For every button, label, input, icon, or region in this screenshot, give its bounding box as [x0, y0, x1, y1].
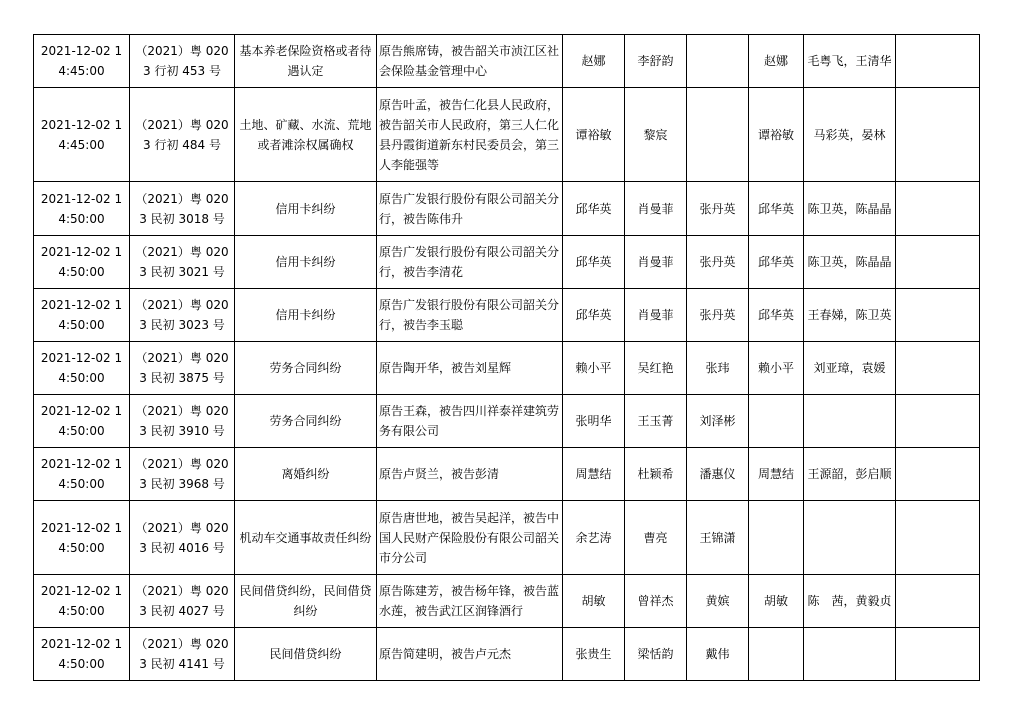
case-cause-cell: 机动车交通事故责任纠纷 [235, 501, 377, 575]
case-cause-cell: 信用卡纠纷 [235, 182, 377, 236]
table-row [34, 236, 980, 289]
presiding-judge-cell: 邱华英 [749, 182, 804, 236]
clerk-cell: 肖曼菲 [625, 182, 687, 236]
juror-cell [687, 35, 749, 88]
note-cell [896, 182, 980, 236]
juror-cell: 王锦潇 [687, 501, 749, 575]
hearing-time-cell: 2021-12-02 14:50:00 [34, 628, 130, 681]
presiding-judge-cell: 赖小平 [749, 342, 804, 395]
parties-cell: 原告陶开华，被告刘星辉 [377, 342, 563, 395]
case-number-cell: （2021）粤 0203 民初 3018 号 [130, 182, 235, 236]
presiding-judge-cell [749, 501, 804, 575]
clerk-cell: 杜颖希 [625, 448, 687, 501]
table-row [34, 88, 980, 182]
judge-cell: 余艺涛 [563, 501, 625, 575]
table-row [34, 182, 980, 236]
panel-members-cell: 陈卫英，陈晶晶 [804, 182, 896, 236]
juror-cell: 戴伟 [687, 628, 749, 681]
juror-cell: 黄嫔 [687, 575, 749, 628]
judge-cell: 邱华英 [563, 236, 625, 289]
note-cell [896, 448, 980, 501]
presiding-judge-cell: 胡敏 [749, 575, 804, 628]
case-cause-cell: 信用卡纠纷 [235, 289, 377, 342]
table-row [34, 289, 980, 342]
clerk-cell: 肖曼菲 [625, 289, 687, 342]
note-cell [896, 88, 980, 182]
judge-cell: 邱华英 [563, 182, 625, 236]
parties-cell: 原告简建明，被告卢元杰 [377, 628, 563, 681]
judge-cell: 谭裕敏 [563, 88, 625, 182]
parties-cell: 原告唐世地，被告吴起洋，被告中国人民财产保险股份有限公司韶关市分公司 [377, 501, 563, 575]
clerk-cell: 曹亮 [625, 501, 687, 575]
case-number-cell: （2021）粤 0203 民初 4016 号 [130, 501, 235, 575]
note-cell [896, 628, 980, 681]
case-number-cell: （2021）粤 0203 行初 453 号 [130, 35, 235, 88]
parties-cell: 原告广发银行股份有限公司韶关分行，被告陈伟升 [377, 182, 563, 236]
presiding-judge-cell [749, 628, 804, 681]
case-cause-cell: 民间借贷纠纷，民间借贷纠纷 [235, 575, 377, 628]
table-row [34, 448, 980, 501]
presiding-judge-cell [749, 395, 804, 448]
parties-cell: 原告熊席铸，被告韶关市浈江区社会保险基金管理中心 [377, 35, 563, 88]
clerk-cell: 曾祥杰 [625, 575, 687, 628]
clerk-cell: 梁恬韵 [625, 628, 687, 681]
case-number-cell: （2021）粤 0203 民初 3875 号 [130, 342, 235, 395]
hearing-time-cell: 2021-12-02 14:50:00 [34, 182, 130, 236]
presiding-judge-cell: 赵娜 [749, 35, 804, 88]
note-cell [896, 501, 980, 575]
note-cell [896, 575, 980, 628]
case-cause-cell: 离婚纠纷 [235, 448, 377, 501]
panel-members-cell: 陈 茜，黄毅贞 [804, 575, 896, 628]
hearing-time-cell: 2021-12-02 14:50:00 [34, 236, 130, 289]
judge-cell: 赖小平 [563, 342, 625, 395]
case-cause-cell: 劳务合同纠纷 [235, 395, 377, 448]
table-row [34, 395, 980, 448]
parties-cell: 原告卢贤兰，被告彭清 [377, 448, 563, 501]
case-cause-cell: 基本养老保险资格或者待遇认定 [235, 35, 377, 88]
juror-cell: 刘泽彬 [687, 395, 749, 448]
case-number-cell: （2021）粤 0203 民初 3968 号 [130, 448, 235, 501]
presiding-judge-cell: 邱华英 [749, 236, 804, 289]
judge-cell: 赵娜 [563, 35, 625, 88]
judge-cell: 张贵生 [563, 628, 625, 681]
table-row [34, 501, 980, 575]
panel-members-cell: 王春娣，陈卫英 [804, 289, 896, 342]
hearing-time-cell: 2021-12-02 14:50:00 [34, 448, 130, 501]
note-cell [896, 342, 980, 395]
panel-members-cell [804, 395, 896, 448]
juror-cell: 张丹英 [687, 182, 749, 236]
juror-cell: 潘惠仪 [687, 448, 749, 501]
clerk-cell: 李舒韵 [625, 35, 687, 88]
parties-cell: 原告王森，被告四川祥泰祥建筑劳务有限公司 [377, 395, 563, 448]
judge-cell: 邱华英 [563, 289, 625, 342]
parties-cell: 原告广发银行股份有限公司韶关分行，被告李玉聪 [377, 289, 563, 342]
table-row [34, 575, 980, 628]
presiding-judge-cell: 谭裕敏 [749, 88, 804, 182]
hearing-time-cell: 2021-12-02 14:45:00 [34, 35, 130, 88]
hearing-time-cell: 2021-12-02 14:50:00 [34, 575, 130, 628]
juror-cell: 张丹英 [687, 289, 749, 342]
hearing-time-cell: 2021-12-02 14:50:00 [34, 289, 130, 342]
clerk-cell: 肖曼菲 [625, 236, 687, 289]
juror-cell: 张丹英 [687, 236, 749, 289]
parties-cell: 原告广发银行股份有限公司韶关分行，被告李清花 [377, 236, 563, 289]
juror-cell [687, 88, 749, 182]
judge-cell: 张明华 [563, 395, 625, 448]
note-cell [896, 35, 980, 88]
court-schedule-table [33, 34, 980, 681]
note-cell [896, 395, 980, 448]
panel-members-cell [804, 628, 896, 681]
panel-members-cell: 刘亚璋，袁媛 [804, 342, 896, 395]
clerk-cell: 王玉菁 [625, 395, 687, 448]
case-number-cell: （2021）粤 0203 民初 3021 号 [130, 236, 235, 289]
panel-members-cell: 马彩英，晏林 [804, 88, 896, 182]
table-row [34, 35, 980, 88]
clerk-cell: 黎宸 [625, 88, 687, 182]
case-number-cell: （2021）粤 0203 民初 4141 号 [130, 628, 235, 681]
panel-members-cell: 毛粤飞，王清华 [804, 35, 896, 88]
juror-cell: 张玮 [687, 342, 749, 395]
hearing-time-cell: 2021-12-02 14:45:00 [34, 88, 130, 182]
case-cause-cell: 民间借贷纠纷 [235, 628, 377, 681]
judge-cell: 胡敏 [563, 575, 625, 628]
panel-members-cell [804, 501, 896, 575]
hearing-time-cell: 2021-12-02 14:50:00 [34, 501, 130, 575]
table-row [34, 628, 980, 681]
case-cause-cell: 劳务合同纠纷 [235, 342, 377, 395]
hearing-time-cell: 2021-12-02 14:50:00 [34, 342, 130, 395]
judge-cell: 周慧结 [563, 448, 625, 501]
note-cell [896, 289, 980, 342]
case-number-cell: （2021）粤 0203 民初 4027 号 [130, 575, 235, 628]
panel-members-cell: 陈卫英，陈晶晶 [804, 236, 896, 289]
presiding-judge-cell: 邱华英 [749, 289, 804, 342]
case-number-cell: （2021）粤 0203 民初 3910 号 [130, 395, 235, 448]
panel-members-cell: 王源韶，彭启顺 [804, 448, 896, 501]
table-row [34, 342, 980, 395]
case-number-cell: （2021）粤 0203 行初 484 号 [130, 88, 235, 182]
clerk-cell: 吴红艳 [625, 342, 687, 395]
parties-cell: 原告陈建芳，被告杨年锋，被告蓝水莲，被告武江区润锋酒行 [377, 575, 563, 628]
case-cause-cell: 信用卡纠纷 [235, 236, 377, 289]
case-cause-cell: 土地、矿藏、水流、荒地或者滩涂权属确权 [235, 88, 377, 182]
hearing-time-cell: 2021-12-02 14:50:00 [34, 395, 130, 448]
note-cell [896, 236, 980, 289]
parties-cell: 原告叶孟，被告仁化县人民政府，被告韶关市人民政府，第三人仁化县丹霞街道新东村民委员会，第三人李能强等 [377, 88, 563, 182]
presiding-judge-cell: 周慧结 [749, 448, 804, 501]
case-number-cell: （2021）粤 0203 民初 3023 号 [130, 289, 235, 342]
